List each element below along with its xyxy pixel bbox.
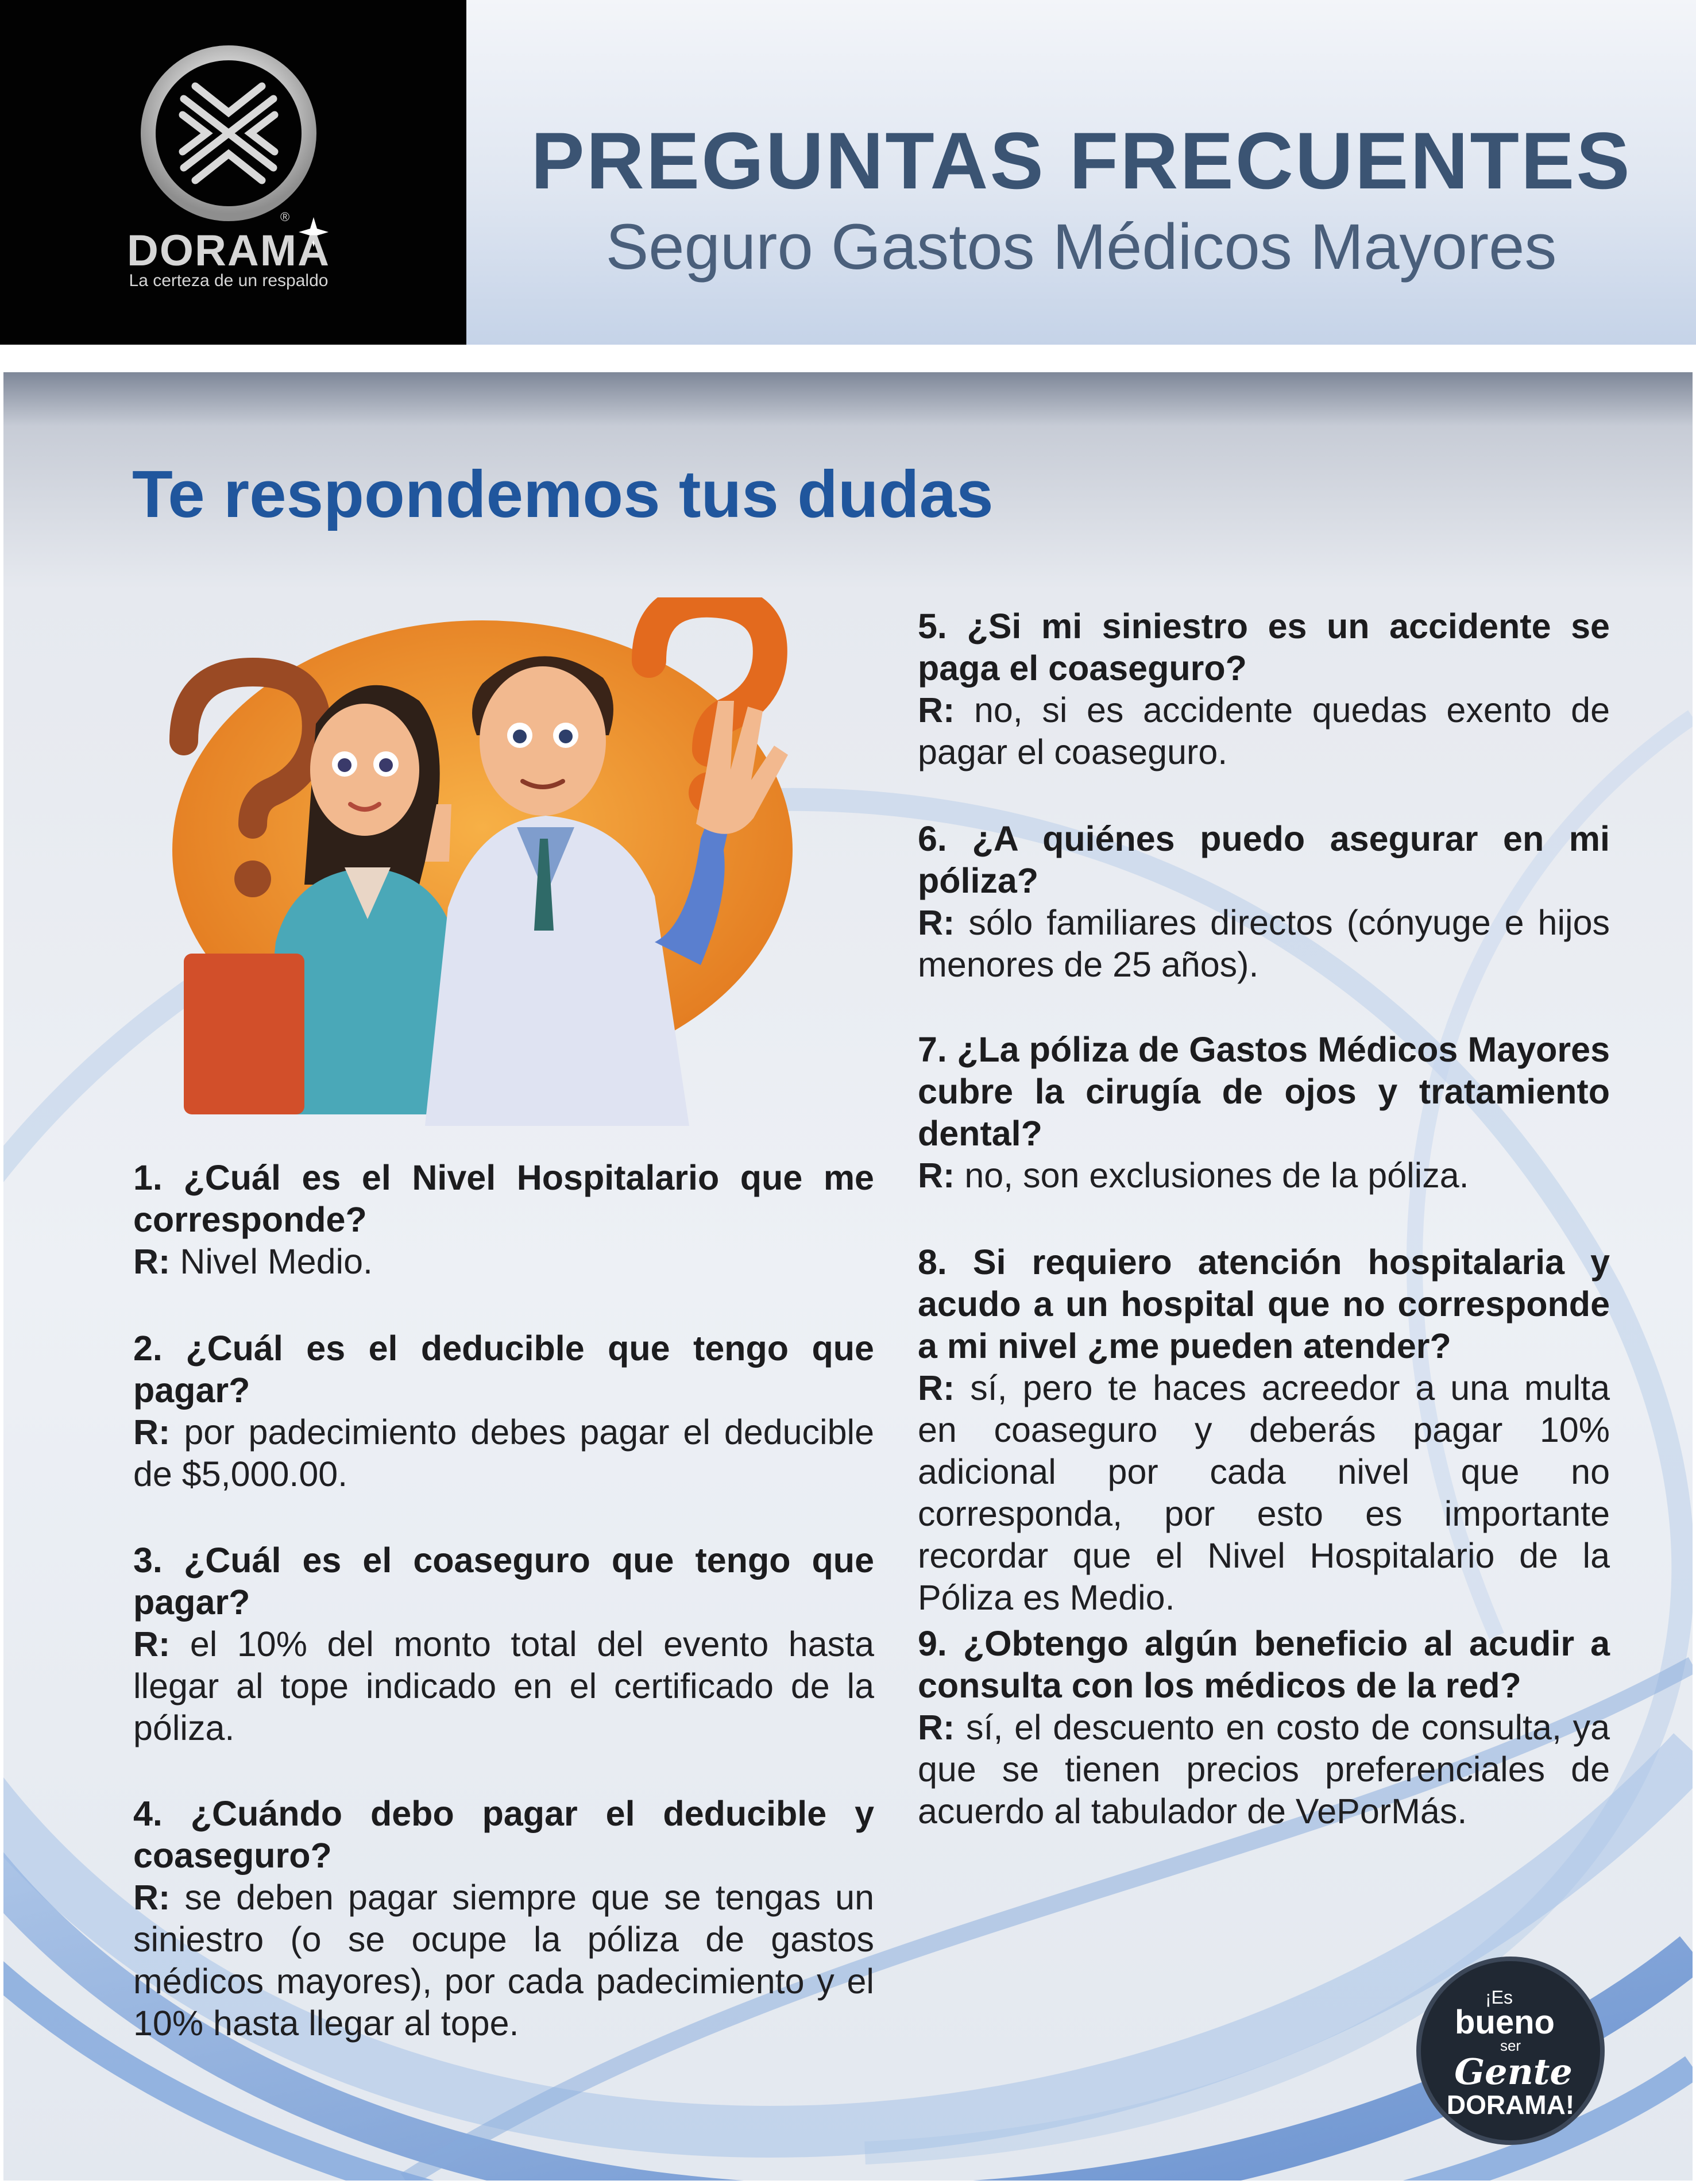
faq-answer [133,1411,874,1495]
answer-text: Nivel Medio. [170,1242,373,1281]
answer-text: sí, pero te haces acreedor a una multa en coaseguro y deberás pagar 10% adicional por cada nivel que no corresponda, por esto es importante recordar que el Nivel Hospitalario de la Póliza es Medio. [918,1368,1610,1617]
dorama-logo-icon [0,0,466,345]
badge-line1: ¡Es [1485,1987,1513,2008]
faq-item-2 [133,1328,874,1495]
faq-item-1 [133,1157,874,1283]
gente-dorama-badge [1413,1953,1608,2151]
badge-line3: ser [1500,2037,1521,2054]
brand-name: DORAMA [127,226,330,275]
answer-label: R: [918,1708,955,1747]
faq-item-3 [133,1539,874,1749]
faq-question: 1. ¿Cuál es el Nivel Hospitalario que me corresponde? [133,1158,874,1239]
answer-label: R: [918,690,955,730]
logo-block [0,0,466,345]
answer-text: el 10% del monto total del evento hasta llegar al tope indicado en el certificado de la póliza. [133,1625,874,1747]
faq-answer [918,689,1610,773]
title-block [466,0,1696,345]
answer-text: se deben pagar siempre que se tengas un siniestro (o se ocupe la póliza de gastos médicos mayores), por cada padecimiento y el 10% hasta llegar al tope. [133,1878,874,2043]
answer-text: no, si es accidente quedas exento de pagar el coaseguro. [918,690,1610,771]
answer-text: no, son exclusiones de la póliza. [955,1156,1469,1195]
page-title: PREGUNTAS FRECUENTES [531,115,1632,206]
answer-label: R: [918,1156,955,1195]
doctor-illustration [161,597,827,1129]
faq-question: 7. ¿La póliza de Gastos Médicos Mayores cubre la cirugía de ojos y tratamiento dental? [918,1030,1610,1153]
badge-line2: bueno [1455,2004,1555,2041]
faq-answer [133,1877,874,2044]
faq-item-5 [918,605,1610,773]
section-title: Te respondemos tus dudas [132,457,994,531]
page-subtitle: Seguro Gastos Médicos Mayores [605,211,1557,283]
faq-answer [918,902,1610,986]
faq-question: 6. ¿A quiénes puedo asegurar en mi póliza? [918,819,1610,900]
faq-item-4 [133,1793,874,2044]
answer-label: R: [133,1625,171,1664]
answer-text: sí, el descuento en costo de consulta, ya que se tienen precios preferenciales de acuerdo al tabulador de VePorMás. [918,1708,1610,1831]
faq-answer [133,1241,874,1283]
brand-tagline: La certeza de un respaldo [129,271,329,290]
faq-question: 2. ¿Cuál es el deducible que tengo que pagar? [133,1329,874,1410]
faq-question: 8. Si requiero atención hospitalaria y acudo a un hospital que no corresponde a mi nivel ¿me pueden atender? [918,1243,1610,1365]
answer-label: R: [133,1242,171,1281]
faq-item-6 [918,818,1610,986]
faq-answer [918,1707,1610,1832]
answer-label: R: [918,903,955,942]
answer-text: sólo familiares directos (cónyuge e hijos menores de 25 años). [918,903,1610,984]
badge-line5: DORAMA! [1446,2090,1575,2120]
answer-label: R: [133,1878,171,1917]
faq-answer [133,1623,874,1749]
faq-question: 3. ¿Cuál es el coaseguro que tengo que pagar? [133,1541,874,1622]
header [0,0,1696,345]
faq-answer [918,1155,1610,1197]
faq-item-8 [918,1241,1610,1619]
faq-question: 5. ¿Si mi siniestro es un accidente se paga el coaseguro? [918,607,1610,688]
faq-item-9 [918,1623,1610,1832]
registered-mark: ® [280,210,290,224]
answer-label: R: [133,1413,171,1452]
answer-text: por padecimiento debes pagar el deducible de $5,000.00. [133,1413,874,1494]
faq-question: 4. ¿Cuándo debo pagar el deducible y coaseguro? [133,1794,874,1875]
badge-line4: Gente [1454,2051,1573,2093]
faq-answer [918,1367,1610,1619]
faq-item-7 [918,1029,1610,1197]
faq-question: 9. ¿Obtengo algún beneficio al acudir a consulta con los médicos de la red? [918,1624,1610,1705]
answer-label: R: [918,1368,955,1407]
